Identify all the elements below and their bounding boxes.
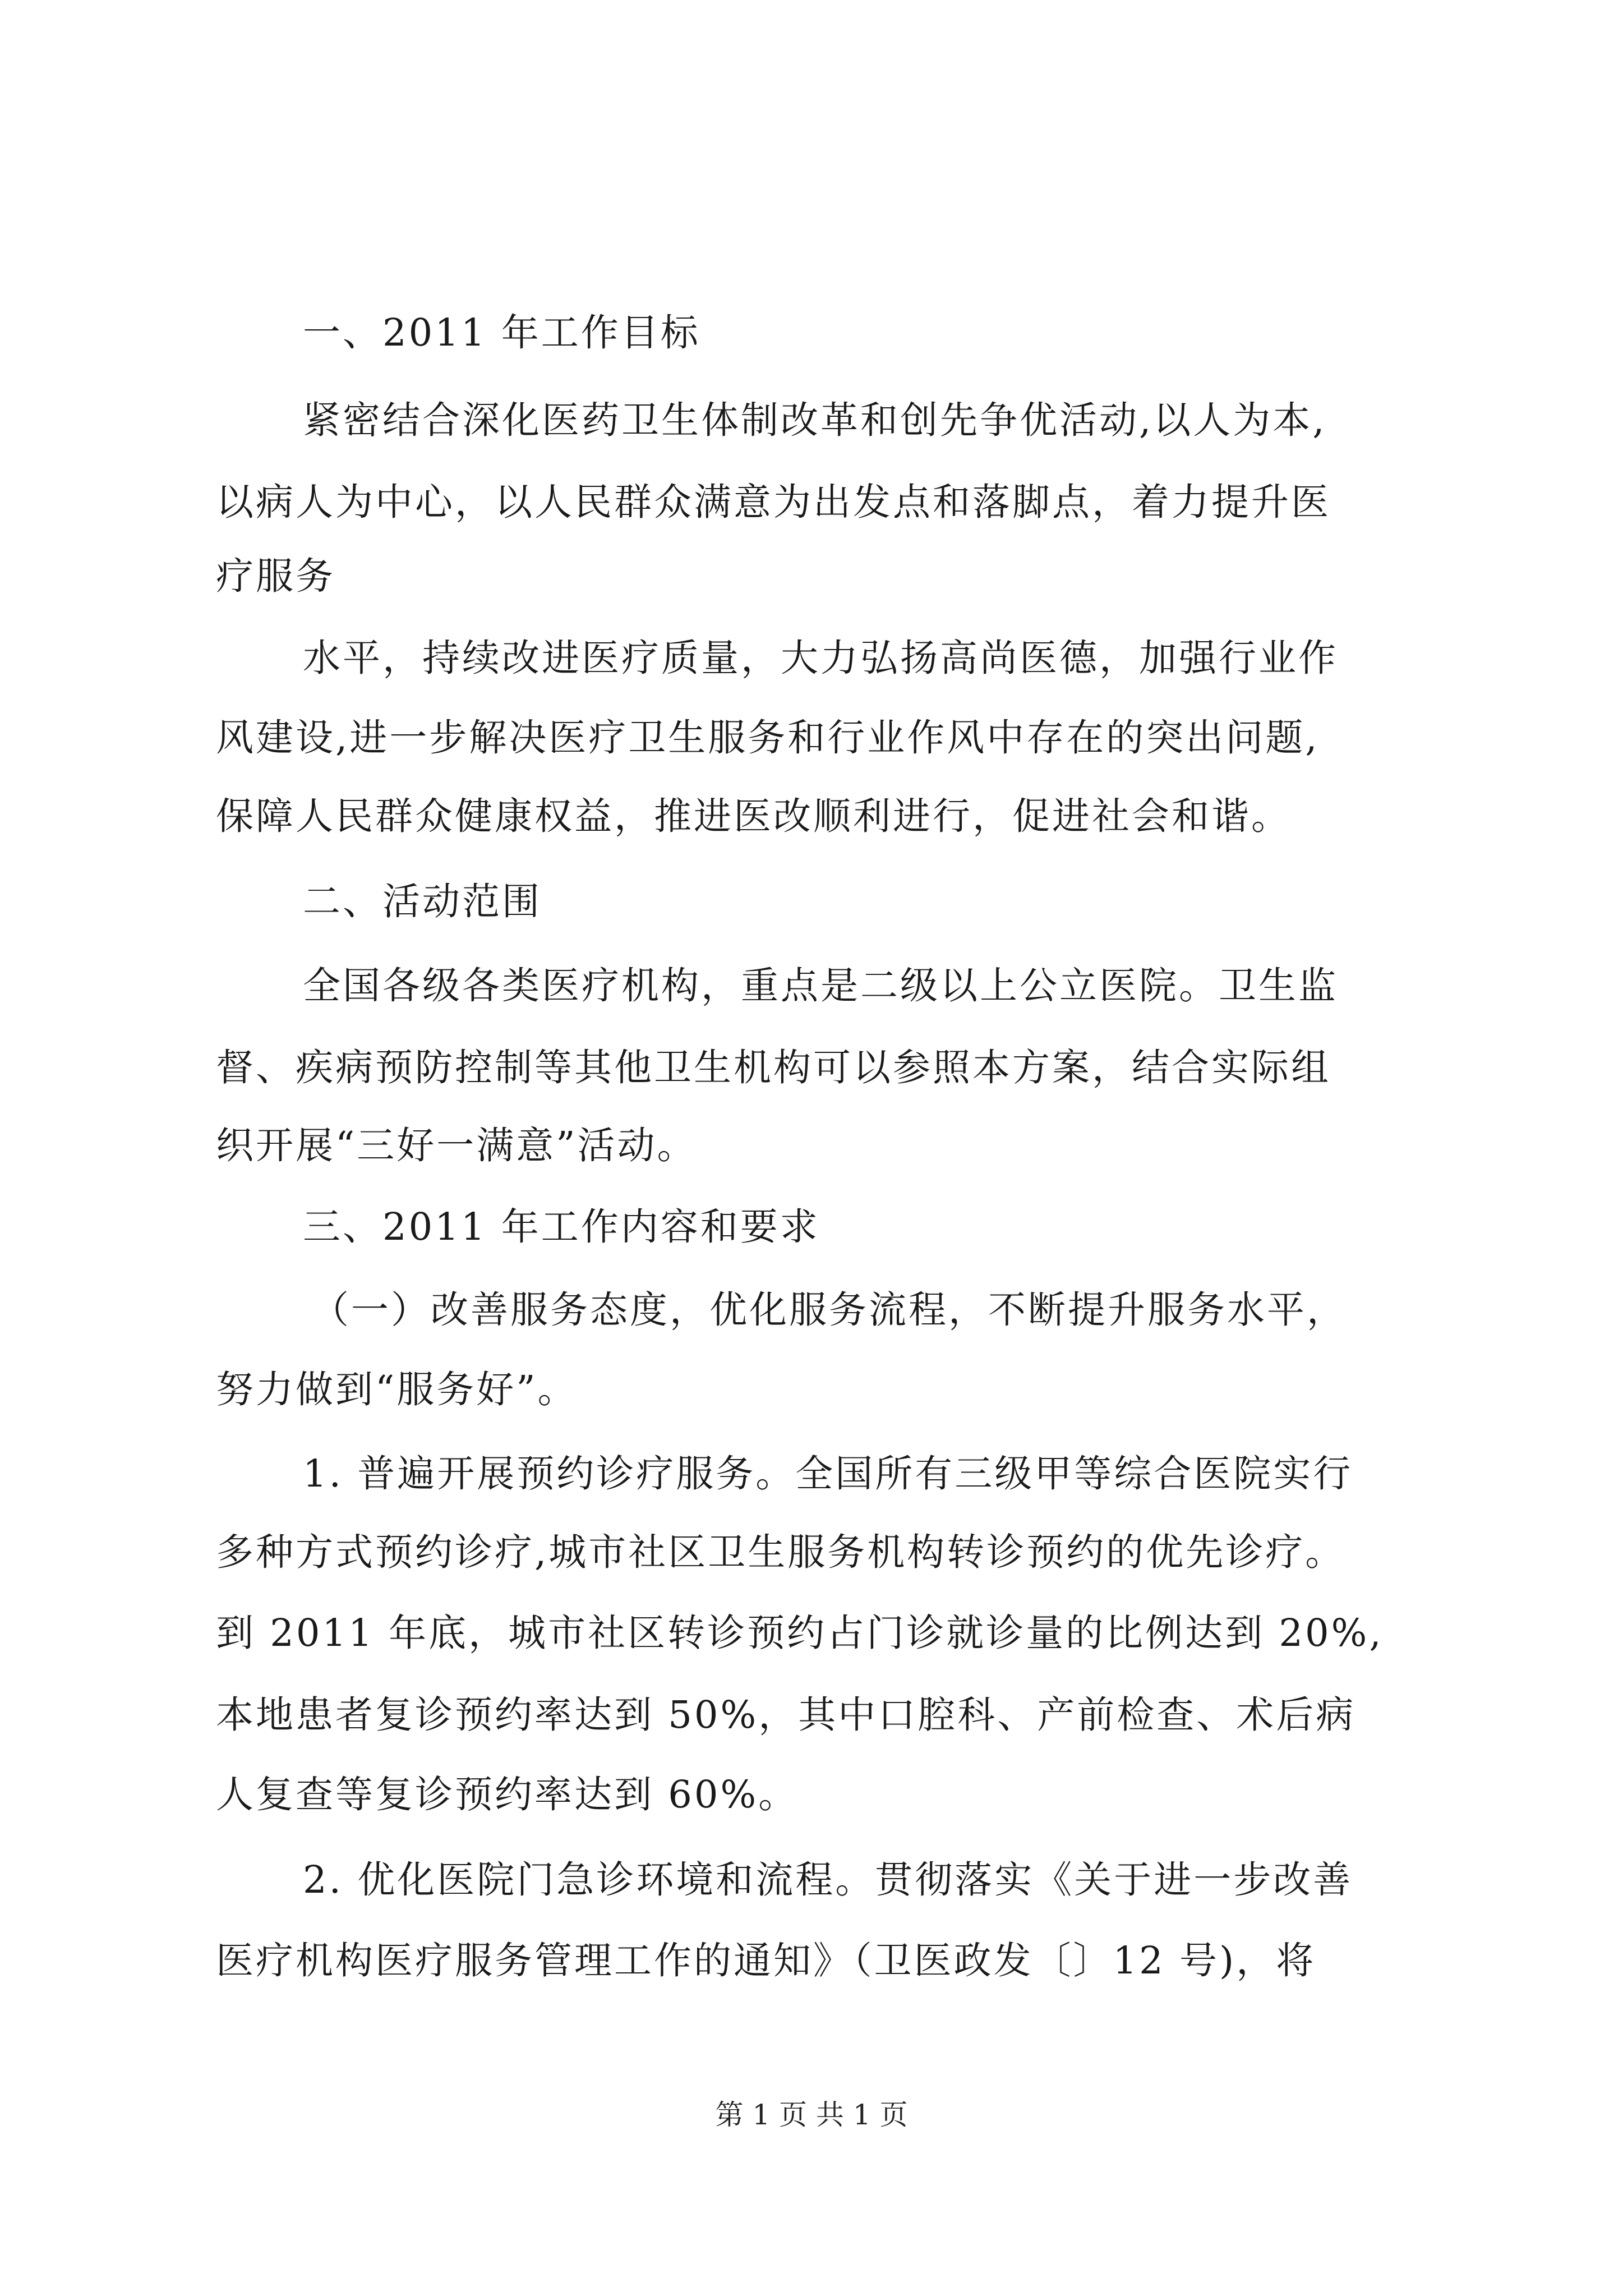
heading-2: 二、活动范围 — [303, 880, 542, 923]
paragraph-line: 督、疾病预防控制等其他卫生机构可以参照本方案，结合实际组 — [216, 1046, 1331, 1089]
subheading-line: 努力做到“服务好”。 — [216, 1368, 578, 1411]
paragraph-line: 全国各级各类医疗机构，重点是二级以上公立医院。卫生监 — [303, 964, 1338, 1007]
paragraph-line: 紧密结合深化医药卫生体制改革和创先争优活动,以人为本, — [303, 398, 1327, 442]
paragraph-line: 疗服务 — [216, 554, 335, 598]
paragraph-line: 医疗机构医疗服务管理工作的通知》（卫医政发〔〕12 号)，将 — [216, 1939, 1316, 1982]
paragraph-line: 2. 优化医院门急诊环境和流程。贯彻落实《关于进一步改善 — [303, 1858, 1353, 1902]
page-footer: 第 1 页 共 1 页 — [715, 2099, 908, 2131]
paragraph-line: 织开展“三好一满意”活动。 — [216, 1124, 697, 1167]
paragraph-line: 风建设,进一步解决医疗卫生服务和行业作风中存在的突出问题, — [216, 716, 1320, 760]
paragraph-line: 保障人民群众健康权益，推进医改顺利进行，促进社会和谐。 — [216, 794, 1291, 838]
paragraph-line: 本地患者复诊预约率达到 50%，其中口腔科、产前检查、术后病 — [216, 1693, 1356, 1737]
heading-1: 一、2011 年工作目标 — [303, 311, 700, 355]
paragraph-line: 以病人为中心，以人民群众满意为出发点和落脚点，着力提升医 — [216, 480, 1331, 524]
paragraph-line: 1. 普遍开展预约诊疗服务。全国所有三级甲等综合医院实行 — [303, 1452, 1353, 1496]
paragraph-line: 水平，持续改进医疗质量，大力弘扬高尚医德，加强行业作 — [303, 636, 1338, 680]
paragraph-line: 人复查等复诊预约率达到 60%。 — [216, 1773, 799, 1816]
paragraph-line: 到 2011 年底，城市社区转诊预约占门诊就诊量的比例达到 20%, — [216, 1611, 1384, 1655]
subheading-line: （一）改善服务态度，优化服务流程，不断提升服务水平， — [311, 1288, 1347, 1332]
paragraph-line: 多种方式预约诊疗,城市社区卫生服务机构转诊预约的优先诊疗。 — [216, 1530, 1345, 1574]
heading-3: 三、2011 年工作内容和要求 — [303, 1205, 820, 1249]
